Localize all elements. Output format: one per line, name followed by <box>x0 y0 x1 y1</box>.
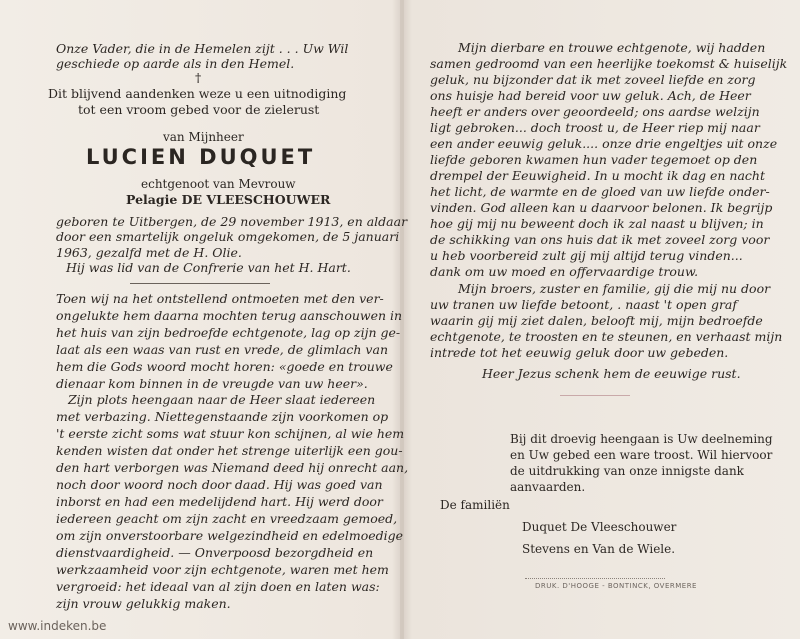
divider <box>560 395 630 396</box>
invitation-line-1: Dit blijvend aandenken weze u een uitnodiging <box>48 86 347 101</box>
right-para1-line: samen gedroomd van een heerlijke toekomst & huiselijk <box>430 56 788 71</box>
spouse-name: Pelagie DE VLEESCHOUWER <box>126 192 331 207</box>
family-line: Duquet De Vleeschouwer <box>522 520 677 534</box>
para2-line: 't eerste zicht soms wat stuur kon schijnen, al wie hem <box>56 426 405 441</box>
right-para2-line: waarin gij mij ziet dalen, belooft mij, mijn bedroefde <box>430 313 763 328</box>
van-mijnheer: van Mijnheer <box>163 130 244 144</box>
para2-line: met verbazing. Niettegenstaande zijn voorkomen op <box>56 409 389 424</box>
right-para1-line: liefde geboren kwamen hun vader tegemoet op den <box>430 152 758 167</box>
divider <box>130 283 270 284</box>
thanks-line: en Uw gebed een ware troost. Wil hiervoor <box>510 448 773 462</box>
para1-line: hem die Gods woord mocht horen: «goede en trouwe <box>56 359 393 374</box>
right-para1-line: ligt gebroken... doch troost u, de Heer riep mij naar <box>430 120 760 135</box>
cross-symbol: † <box>195 70 202 85</box>
thanks-line: de uitdrukking van onze innigste dank <box>510 464 744 478</box>
bio-line: door een smartelijk ongeluk omgekomen, de 5 januari <box>56 229 400 244</box>
right-para1-line: u heb voorbereid zult gij mij altijd terug vinden... <box>430 248 743 263</box>
right-para2-line: echtgenote, te troosten en te steunen, en verhaast mijn <box>430 329 783 344</box>
right-para1-line: Mijn dierbare en trouwe echtgenote, wij hadden <box>458 40 766 55</box>
para2-line: om zijn onverstoorbare welgezindheid en edelmoedige <box>56 528 404 543</box>
bio-line: 1963, gezalfd met de H. Olie. <box>56 245 242 260</box>
family-line: Stevens en Van de Wiele. <box>522 542 676 556</box>
watermark: www.indeken.be <box>8 619 107 633</box>
bio-line: Hij was lid van de Confrerie van het H. Hart. <box>66 260 351 275</box>
para2-line: zijn vrouw gelukkig maken. <box>56 596 231 611</box>
para2-line: Zijn plots heengaan naar de Heer slaat iedereen <box>68 392 376 407</box>
prayer-line-2: geschiede op aarde als in den Hemel. <box>56 56 295 71</box>
right-para2-line: intrede tot het eeuwig geluk door uw gebeden. <box>430 345 729 360</box>
para2-line: noch door woord noch door daad. Hij was goed van <box>56 477 383 492</box>
right-para1-line: heeft er anders over geoordeeld; ons aardse welzijn <box>430 104 760 119</box>
deceased-name: LUCIEN DUQUET <box>86 145 316 169</box>
right-para1-line: de schikking van ons huis dat ik met zoveel zorg voor <box>430 232 770 247</box>
printer-credit: DRUK. D'HOOGE - BONTINCK, OVERMERE <box>535 582 697 590</box>
para2-line: kenden wisten dat onder het strenge uiterlijk een gou- <box>56 443 403 458</box>
thanks-line: Bij dit droevig heengaan is Uw deelneming <box>510 432 773 446</box>
right-para2-line: uw tranen uw liefde betoont, . naast 't open graf <box>430 297 738 312</box>
para2-line: iedereen geacht om zijn zacht en vreedzaam gemoed, <box>56 511 398 526</box>
para1-line: Toen wij na het ontstellend ontmoeten met den ver- <box>56 291 384 306</box>
para2-line: werkzaamheid voor zijn echtgenote, waren met hem <box>56 562 389 577</box>
para1-line: dienaar kom binnen in de vreugde van uw heer». <box>56 376 368 391</box>
para2-line: dienstvaardigheid. — Onverpoosd bezorgdheid en <box>56 545 374 560</box>
thanks-line: aanvaarden. <box>510 480 586 494</box>
right-para1-line: hoe gij mij nu beweent doch ik zal naast u blijven; in <box>430 216 764 231</box>
para1-line: ongelukte hem daarna mochten terug aanschouwen in <box>56 308 403 323</box>
para1-line: het huis van zijn bedroefde echtgenote, lag op zijn ge- <box>56 325 401 340</box>
family-intro: De familiën <box>440 498 510 512</box>
right-para1-line: het licht, de warmte en de gloed van uw liefde onder- <box>430 184 770 199</box>
right-para1-line: vinden. God alleen kan u daarvoor belonen. Ik begrijp <box>430 200 773 215</box>
right-para2-line: Mijn broers, zuster en familie, gij die mij nu door <box>458 281 771 296</box>
para2-line: inborst en had een medelijdend hart. Hij werd door <box>56 494 383 509</box>
right-para1-line: dank om uw moed en offervaardige trouw. <box>430 264 699 279</box>
right-para1-line: drempel der Eeuwigheid. In u mocht ik dag en nacht <box>430 168 765 183</box>
para2-line: vergroeid: het ideaal van al zijn doen en laten was: <box>56 579 380 594</box>
right-para1-line: geluk, nu bijzonder dat ik met zoveel liefde en zorg <box>430 72 756 87</box>
closing-prayer: Heer Jezus schenk hem de eeuwige rust. <box>482 366 741 381</box>
invitation-line-2: tot een vroom gebed voor de zielerust <box>78 102 320 117</box>
right-para1-line: ons huisje had bereid voor uw geluk. Ach, de Heer <box>430 88 751 103</box>
bio-line: geboren te Uitbergen, de 29 november 1913, en aldaar <box>56 214 408 229</box>
right-para1-line: een ander eeuwig geluk.... onze drie engeltjes uit onze <box>430 136 778 151</box>
spouse-intro: echtgenoot van Mevrouw <box>141 177 296 191</box>
para2-line: den hart verborgen was Niemand deed hij onrecht aan, <box>56 460 409 475</box>
para1-line: laat als een waas van rust en vrede, de glimlach van <box>56 342 388 357</box>
divider <box>525 578 665 579</box>
prayer-line-1: Onze Vader, die in de Hemelen zijt . . . Uw Wil <box>56 41 349 56</box>
